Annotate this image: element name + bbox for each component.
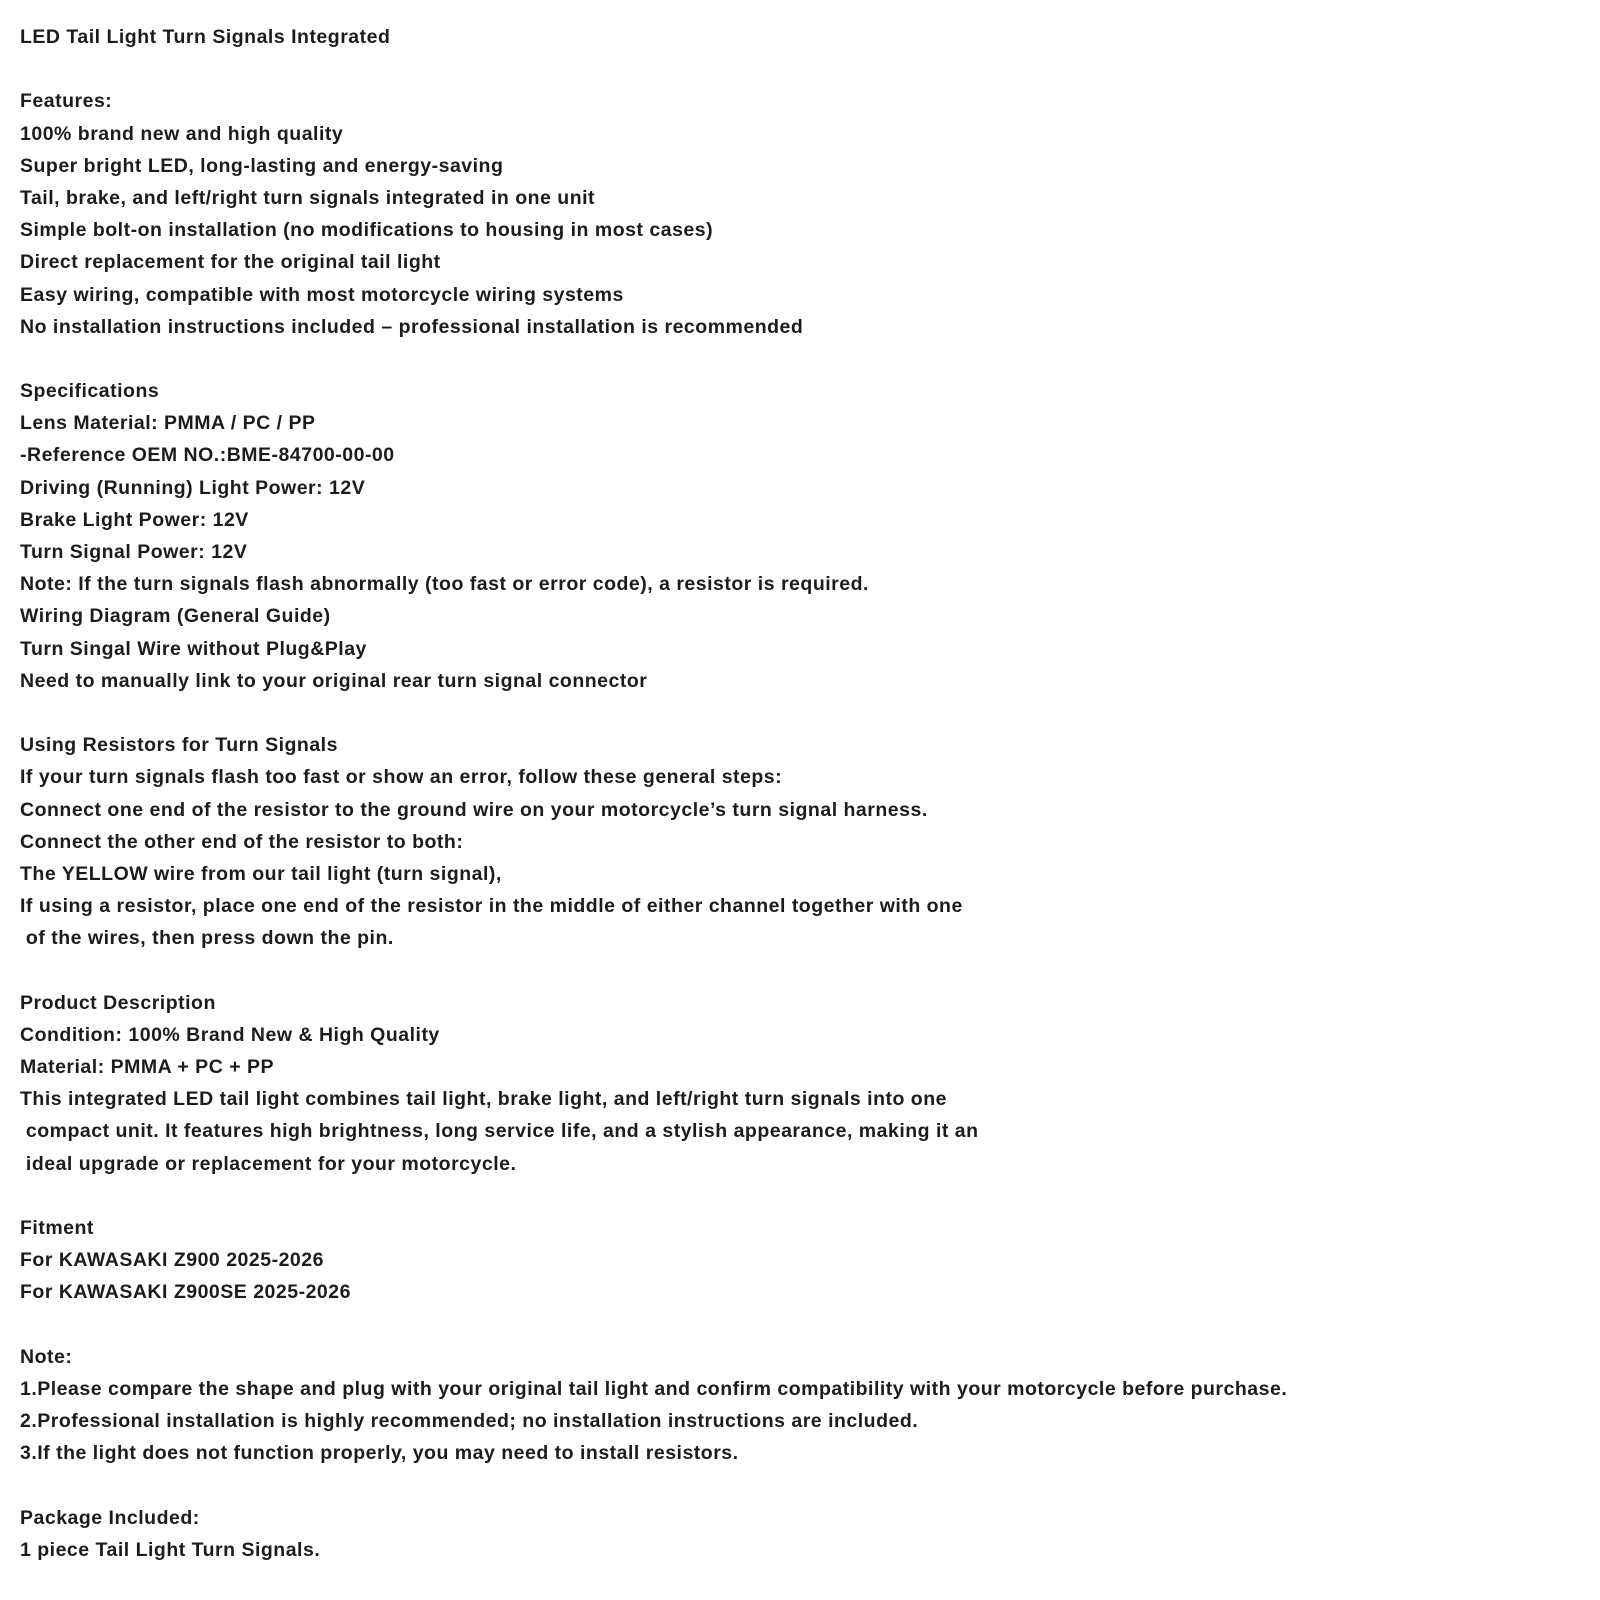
- features-section: [20, 85, 1580, 343]
- spec-item: Turn Signal Power: 12V: [20, 541, 248, 563]
- feature-item: No installation instructions included – professional installation is recommended: [20, 315, 804, 338]
- note-section: [20, 1341, 1580, 1470]
- section-heading-specifications: Specifications: [20, 380, 160, 403]
- resistor-step: Connect one end of the resistor to the ground wire on your motorcycle’s turn signal harness.: [20, 798, 928, 821]
- spacer: [20, 1180, 1580, 1212]
- fitment-item: For KAWASAKI Z900SE 2025-2026: [20, 1281, 351, 1304]
- resistor-step: The YELLOW wire from our tail light (turn signal),: [20, 862, 502, 885]
- fitment-item: For KAWASAKI Z900 2025-2026: [20, 1249, 324, 1272]
- spacer: [20, 697, 1580, 729]
- spacer: [20, 1309, 1580, 1341]
- spec-item: Turn Singal Wire without Plug&Play: [20, 637, 367, 660]
- section-heading-description: Product Description: [20, 991, 216, 1014]
- spacer: [20, 1469, 1580, 1501]
- section-heading-package: Package Included:: [20, 1506, 200, 1529]
- feature-item: 100% brand new and high quality: [20, 122, 344, 145]
- section-heading-note: Note:: [20, 1345, 73, 1368]
- section-heading-features: Features:: [20, 90, 113, 113]
- package-item: 1 piece Tail Light Turn Signals.: [20, 1538, 321, 1561]
- feature-item: Super bright LED, long-lasting and energy-saving: [20, 154, 504, 177]
- description-item: Condition: 100% Brand New & High Quality: [20, 1023, 440, 1046]
- specifications-section: [20, 375, 1580, 697]
- spacer: [20, 954, 1580, 986]
- description-item: Material: PMMA + PC + PP: [20, 1056, 275, 1078]
- description-item: ideal upgrade or replacement for your motorcycle.: [20, 1152, 517, 1175]
- note-item: 3.If the light does not function properly, you may need to install resistors.: [20, 1442, 739, 1465]
- spec-item: Lens Material: PMMA / PC / PP: [20, 412, 316, 435]
- spec-item: Need to manually link to your original rear turn signal connector: [20, 669, 648, 692]
- spec-item: Driving (Running) Light Power: 12V: [20, 476, 366, 499]
- package-section: [20, 1502, 1580, 1566]
- note-item: 1.Please compare the shape and plug with your original tail light and confirm compatibility with your motorcycle before purchase.: [20, 1377, 1288, 1400]
- spec-item: -Reference OEM NO.:BME-84700-00-00: [20, 444, 395, 467]
- product-description-document: [20, 21, 1580, 1566]
- section-heading-fitment: Fitment: [20, 1216, 94, 1239]
- feature-item: Easy wiring, compatible with most motorcycle wiring systems: [20, 283, 624, 306]
- feature-item: Tail, brake, and left/right turn signals integrated in one unit: [20, 186, 596, 209]
- description-item: compact unit. It features high brightness, long service life, and a stylish appearance, making it an: [20, 1120, 979, 1143]
- resistor-step: If using a resistor, place one end of the resistor in the middle of either channel together with one: [20, 895, 963, 918]
- description-item: This integrated LED tail light combines tail light, brake light, and left/right turn signals into one: [20, 1088, 947, 1111]
- fitment-section: [20, 1212, 1580, 1309]
- document-title: LED Tail Light Turn Signals Integrated: [20, 26, 391, 48]
- note-item: 2.Professional installation is highly recommended; no installation instructions are included.: [20, 1410, 919, 1433]
- spec-item: Brake Light Power: 12V: [20, 508, 249, 531]
- spec-item: Note: If the turn signals flash abnormally (too fast or error code), a resistor is required.: [20, 573, 869, 596]
- spec-item: Wiring Diagram (General Guide): [20, 605, 331, 628]
- spacer: [20, 343, 1580, 375]
- feature-item: Direct replacement for the original tail light: [20, 251, 441, 274]
- resistor-step: Connect the other end of the resistor to both:: [20, 830, 464, 853]
- description-section: [20, 987, 1580, 1180]
- section-heading-resistors: Using Resistors for Turn Signals: [20, 734, 338, 757]
- feature-item: Simple bolt-on installation (no modifications to housing in most cases): [20, 219, 714, 242]
- resistors-section: [20, 729, 1580, 954]
- spacer: [20, 53, 1580, 85]
- resistor-step: If your turn signals flash too fast or show an error, follow these general steps:: [20, 766, 783, 789]
- resistor-step: of the wires, then press down the pin.: [20, 927, 394, 950]
